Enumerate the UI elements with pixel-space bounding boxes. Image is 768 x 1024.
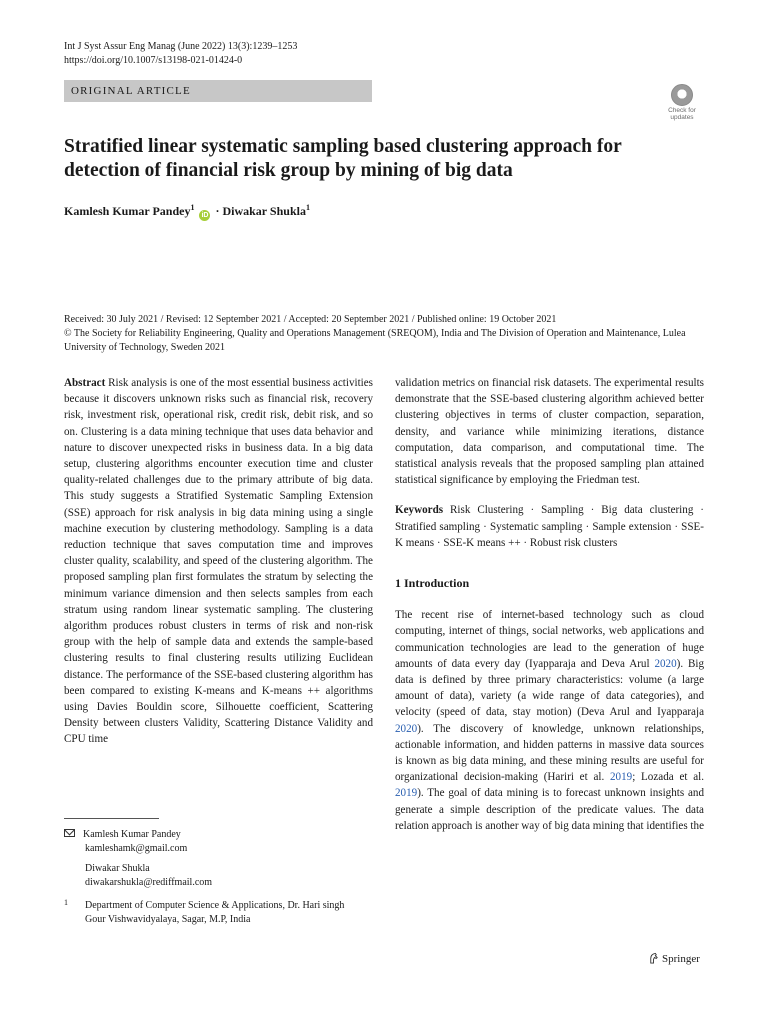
envelope-icon — [64, 829, 75, 837]
section-heading: 1 Introduction — [395, 576, 470, 591]
publisher-name: Springer — [662, 953, 700, 965]
publication-history — [64, 313, 704, 355]
orcid-icon[interactable]: iD — [201, 212, 209, 219]
keywords-label: Keywords — [395, 504, 444, 517]
doi-link[interactable]: https://doi.org/10.1007/s13198-021-01424-0 — [64, 55, 243, 66]
citation-link[interactable]: 2019 — [610, 771, 633, 784]
corresponding-author-email[interactable]: kamleshamk@gmail.com — [85, 842, 188, 854]
intro-text: ). The goal of data mining is to forecast unknown insights and generate a simple description of the predicate values. The data relation approach is another way of big data mining that identifies the — [395, 787, 704, 832]
article-type-banner: ORIGINAL ARTICLE — [64, 80, 372, 102]
intro-text: ). Big data is defined by three primary characteristics: volume (a large amount of data), variety (a wide range of data categories), and velocity (speed of data, stay motion) (Deva Arul and Iyapparaja — [395, 657, 704, 719]
coauthor-name: Diwakar Shukla — [85, 863, 150, 874]
affiliation-footnote — [64, 899, 364, 926]
affiliation-text: Department of Computer Science & Applications, Dr. Hari singh Gour Vishwavidyalaya, Sagar, M.P, India — [85, 900, 345, 925]
corresponding-author-name: Kamlesh Kumar Pandey — [83, 829, 181, 840]
journal-citation: Int J Syst Assur Eng Manag (June 2022) 13(3):1239–1253 — [64, 41, 298, 52]
copyright-line: © The Society for Reliability Engineering, Quality and Operations Management (SREQOM), India and The Division of Operation and Maintenance, Lulea University of Technology, Sweden 2021 — [64, 328, 686, 353]
coauthor-email[interactable]: diwakarshukla@rediffmail.com — [85, 876, 213, 888]
intro-text: ). The discovery of knowledge, unknown relationships, actionable information, and hidden patterns in massive data sources is known as big data mining, and these mining results are useful for organizational decision-making (Hariri et al. — [395, 722, 704, 784]
update-badge-label: Check for updates — [668, 107, 696, 121]
intro-text: ; Lozada et al. — [632, 771, 704, 784]
citation-link[interactable]: 2020 — [395, 722, 418, 735]
affiliation-number: 1 — [64, 898, 68, 907]
author-name[interactable]: Diwakar Shukla — [222, 204, 306, 218]
paper-title: Stratified linear systematic sampling based clustering approach for detection of financial risk group by mining of big data — [64, 136, 622, 181]
abstract-text: Risk analysis is one of the most essential business activities because it discovers unknown risks such as financial risk, recovery risk, investment risk, operational risk, credit risk, debit risk, and so on. Clustering is a data mining technique that uses data behavior and nature to discover unexpected risks in business data. In a big data setup, clustering algorithms encounter execution time and cluster quality-related challenges due to the primary attribute of big data. This study suggests a Stratified Systematic Sampling Extension (SSE) approach for risk analysis in big data mining using a single machine execution by clustering methodology. Sampling is a data reduction technique that saves computation time and improves cluster quality, scalability, and speed of the clustering algorithm. The proposed sampling plan first formulates the stratum by selecting the minimum variance dimension and then selects samples from each stratum using random linear systematic sampling. The clustering algorithm produces robust clusters in terms of risk and non-risk group with the help of sample data and extends the sample-based clustering results to final clustering results utilizing Euclidean distance. The performance of the SSE-based clustering algorithm has been compared to existing K-means and K-means ++ algorithms using Davies Bouldin score, Silhouette coefficient, Scattering Density between clusters Validity, Scattering Distance Validity and CPU time — [64, 377, 373, 746]
abstract-label: Abstract — [64, 377, 106, 389]
abstract-right-column — [395, 375, 704, 834]
author-line — [64, 203, 310, 221]
citation-link[interactable]: 2019 — [395, 787, 418, 800]
abstract-continued-text: validation metrics on financial risk datasets. The experimental results demonstrate that the SSE-based clustering algorithm achieved better clustering objectives in terms of cluster compaction, separation, density, and variance while minimizing iterations, distance computation, data comparison, and computational time. The statistical analysis reveals that the proposed sampling plan attained statistical significance by employing the Friedman test. — [395, 377, 704, 487]
springer-horse-icon — [648, 952, 659, 964]
dates-line: Received: 30 July 2021 / Revised: 12 September 2021 / Accepted: 20 September 2021 / Published online: 19 October 2021 — [64, 314, 557, 325]
keywords-text: Risk Clustering · Sampling · Big data clustering · Stratified sampling · Systematic sampling · Sample extension · SSE-K means · SSE-K means ++ · Robust risk clusters — [395, 504, 704, 549]
author-name[interactable]: Kamlesh Kumar Pandey — [64, 204, 191, 218]
intro-text: The recent rise of internet-based technology such as cloud computing, internet of things, social networks, web applications and communication technologies are lead to the generation of huge amounts of data every day (Iyapparaja and Deva Arul — [395, 609, 704, 670]
author-affiliation-marker: 1 — [190, 203, 195, 212]
abstract-left-column — [64, 375, 373, 748]
footnote-divider — [64, 818, 159, 819]
author-separator: · — [215, 204, 220, 218]
corresponding-author-block — [64, 828, 374, 889]
update-icon — [671, 84, 693, 106]
citation-link[interactable]: 2020 — [654, 657, 677, 670]
author-affiliation-marker: 1 — [305, 203, 310, 212]
introduction-paragraph — [395, 607, 704, 834]
keywords-block — [395, 502, 704, 551]
publisher-logo — [648, 952, 700, 965]
check-for-updates-badge[interactable] — [662, 84, 702, 124]
